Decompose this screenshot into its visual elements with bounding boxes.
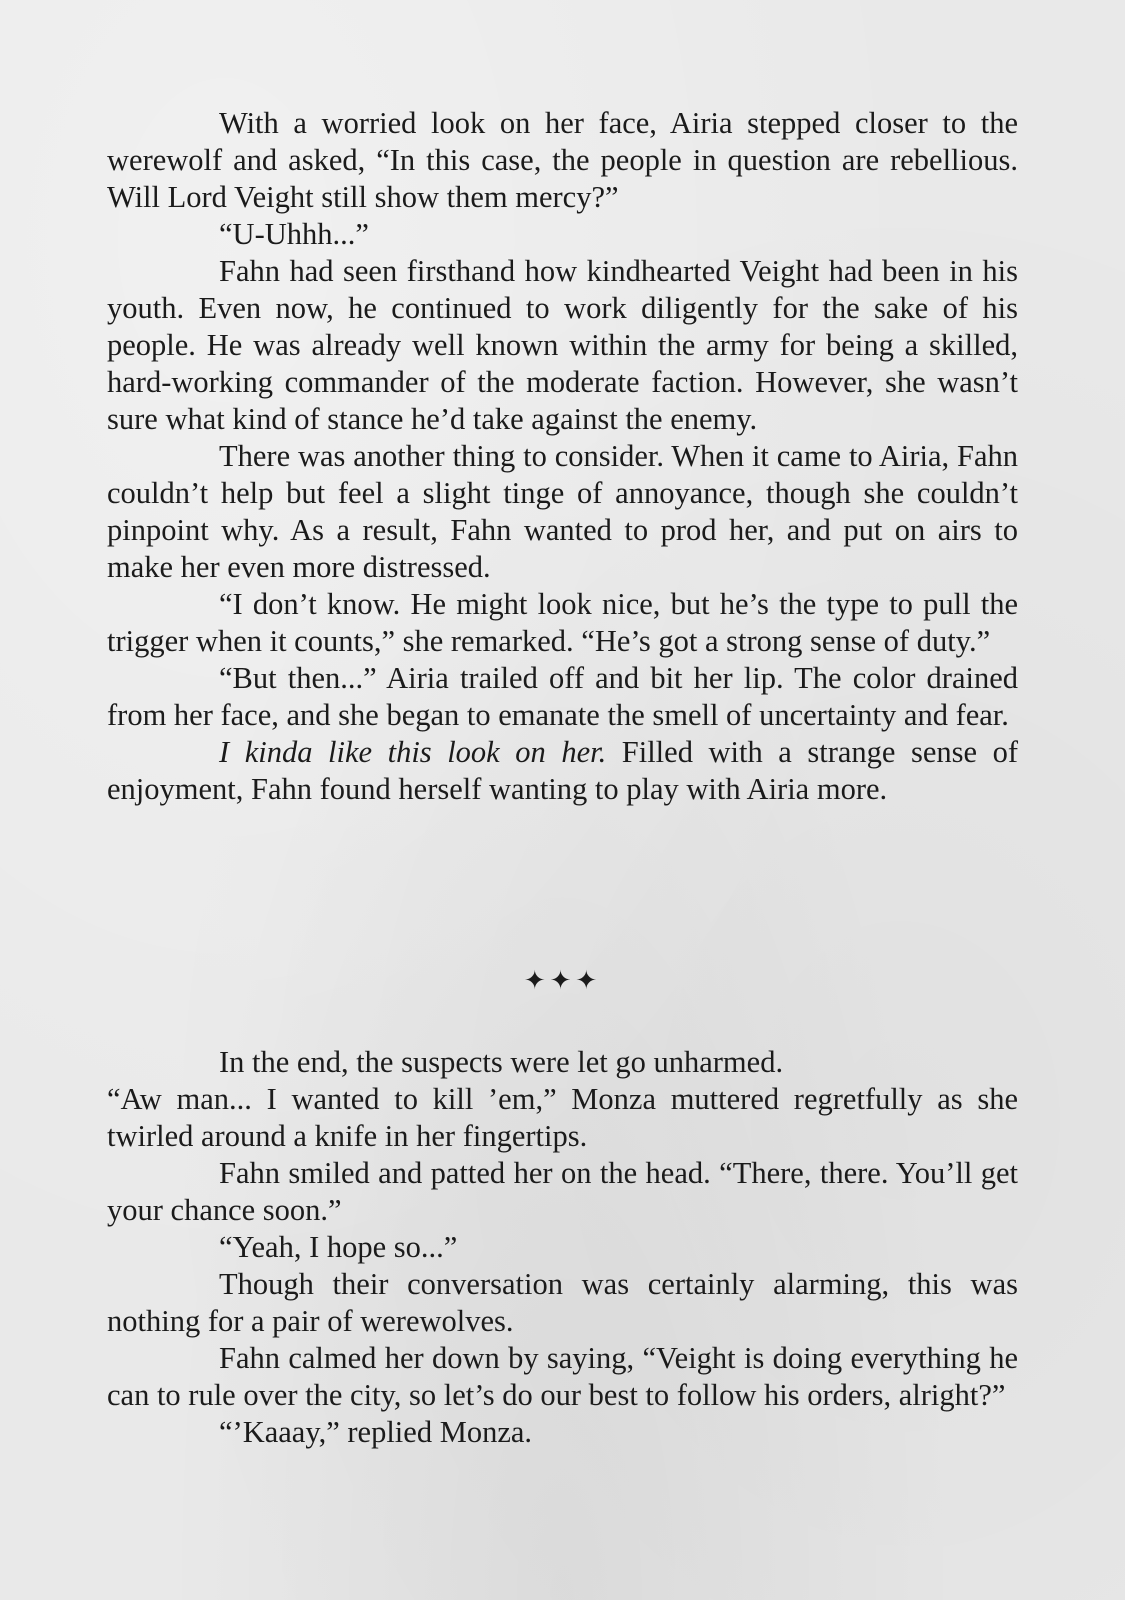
paragraph: Fahn had seen firsthand how kindhearted Veight had been in his youth. Even now, he continued to work diligently for the sake of his people. He was already well known within the army for being a skilled, hard-working commander of the moderate faction. However, she wasn’t sure what kind of stance he’d take against the enemy. — [107, 254, 1018, 436]
paragraph: There was another thing to consider. When it came to Airia, Fahn couldn’t help but feel a slight tinge of annoyance, though she couldn’t pinpoint why. As a result, Fahn wanted to prod her, and put on airs to make her even more distressed. — [107, 439, 1018, 584]
paragraph-continuation: Filled with a strange sense of enjoyment, Fahn found herself wanting to play with Airia more. — [107, 735, 1018, 806]
paragraph: “But then...” Airia trailed off and bit her lip. The color drained from her face, and she began to emanate the smell of uncertainty and fear. — [107, 661, 1018, 732]
paragraph: “’Kaaay,” replied Monza. — [219, 1415, 533, 1449]
paragraph: “U-Uhhh...” — [219, 217, 369, 251]
paragraph: “Yeah, I hope so...” — [219, 1230, 458, 1264]
paragraph: Though their conversation was certainly alarming, this was nothing for a pair of werewolves. — [107, 1267, 1018, 1338]
paragraph: Fahn smiled and patted her on the head. “There, there. You’ll get your chance soon.” — [107, 1156, 1018, 1227]
paragraph: With a worried look on her face, Airia stepped closer to the werewolf and asked, “In this case, the people in question are rebellious. Will Lord Veight still show them mercy?” — [107, 106, 1018, 214]
paragraph-italic-thought — [107, 734, 1018, 808]
italic-thought: I kinda like this look on her. — [219, 735, 607, 769]
scene-break-separator: ✦✦✦ — [523, 966, 602, 996]
paragraph: “I don’t know. He might look nice, but he’s the type to pull the trigger when it counts,” she remarked. “He’s got a strong sense of duty.” — [107, 587, 1018, 658]
paragraph: Fahn calmed her down by saying, “Veight is doing everything he can to rule over the city, so let’s do our best to follow his orders, alright?” — [107, 1341, 1018, 1412]
paragraph: In the end, the suspects were let go unharmed. — [219, 1045, 784, 1079]
text-section-1 — [107, 105, 1018, 808]
text-section-2 — [107, 1044, 1018, 1451]
paragraph: “Aw man... I wanted to kill ’em,” Monza muttered regretfully as she twirled around a knife in her fingertips. — [107, 1082, 1018, 1153]
